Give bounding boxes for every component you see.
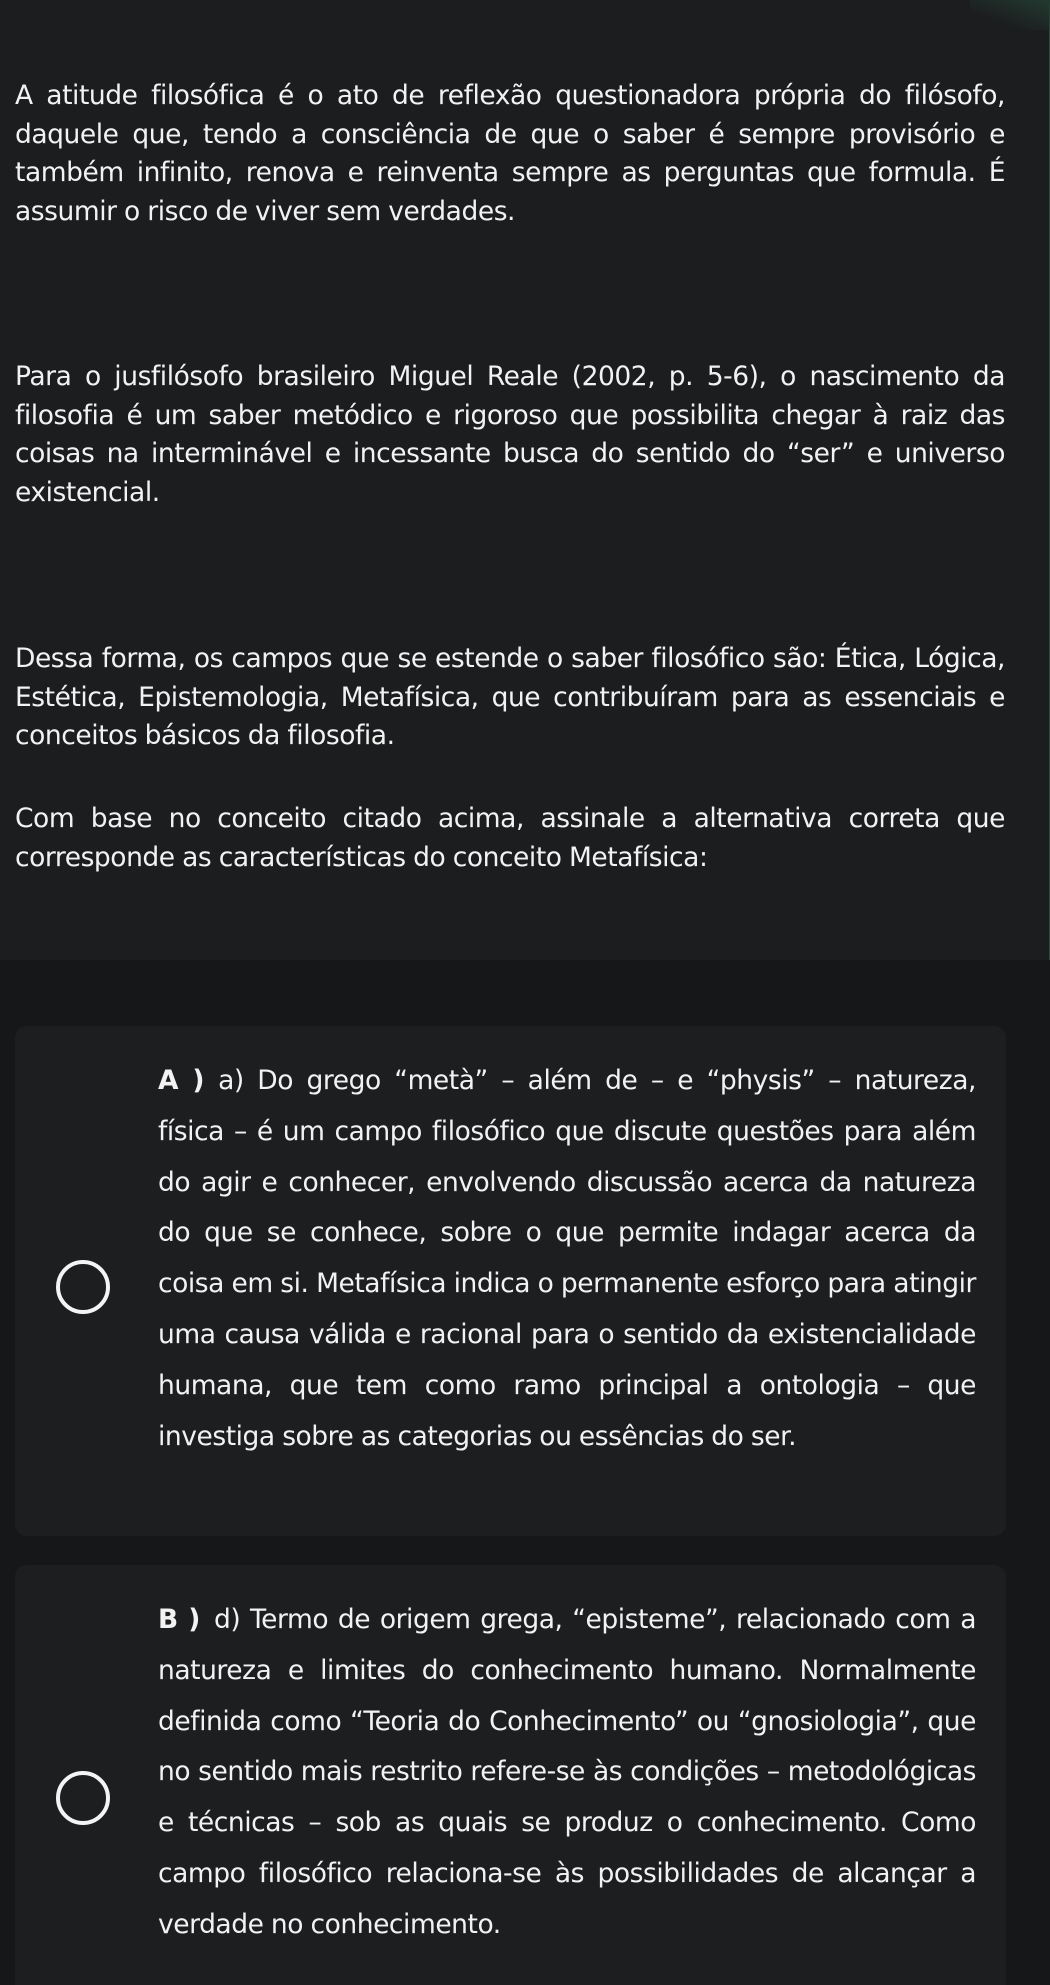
option-b-content [158, 1595, 976, 1951]
option-a-letter: A ) [158, 1065, 205, 1096]
option-a-text: a) Do grego “metà” – além de – e “physis” – natureza, física – é um campo filosófico que discute questões para além do agir e conhecer, envolvendo discussão acerca da natureza do que se conhece, sobre o que permite indagar acerca da coisa em si. Metafísica indica o permanente esforço para atingir uma causa válida e racional para o sentido da existencialidade humana, que tem como ramo principal a ontologia – que investiga sobre as categorias ou essências do ser. [158, 1065, 976, 1452]
answer-option-b[interactable] [15, 1565, 1006, 1985]
option-a-content [158, 1056, 976, 1462]
question-paragraph-3: Dessa forma, os campos que se estende o saber filosófico são: Ética, Lógica, Estética, Epistemologia, Metafísica, que contribuíram para as essenciais e conceitos básicos da filosofia. [15, 643, 1005, 751]
corner-accent [970, 0, 1050, 30]
radio-button-a[interactable] [56, 1260, 110, 1314]
question-paragraph-2: Para o jusfilósofo brasileiro Miguel Reale (2002, p. 5-6), o nascimento da filosofia é um saber metódico e rigoroso que possibilita chegar à raiz das coisas na interminável e incessante busca do sentido do “ser” e universo existencial. [15, 361, 1005, 508]
question-panel [0, 0, 1050, 960]
option-b-letter: B ) [158, 1604, 200, 1635]
option-b-text: d) Termo de origem grega, “episteme”, relacionado com a natureza e limites do conhecimento humano. Normalmente definida como “Teoria do Conhecimento” ou “gnosiologia”, que no sentido mais restrito refere-se às condições – metodológicas e técnicas – sob as quais se produz o conhecimento. Como campo filosófico relaciona-se às possibilidades de alcançar a verdade no conhecimento. [158, 1604, 976, 1940]
radio-button-b[interactable] [56, 1771, 110, 1825]
question-prompt: Com base no conceito citado acima, assinale a alternativa correta que corresponde as características do conceito Metafísica: [15, 803, 1005, 873]
answer-option-a[interactable] [15, 1026, 1006, 1536]
question-paragraph-1: A atitude filosófica é o ato de reflexão questionadora própria do filósofo, daquele que, tendo a consciência de que o saber é sempre provisório e também infinito, renova e reinventa sempre as perguntas que formula. É assumir o risco de viver sem verdades. [15, 80, 1005, 227]
